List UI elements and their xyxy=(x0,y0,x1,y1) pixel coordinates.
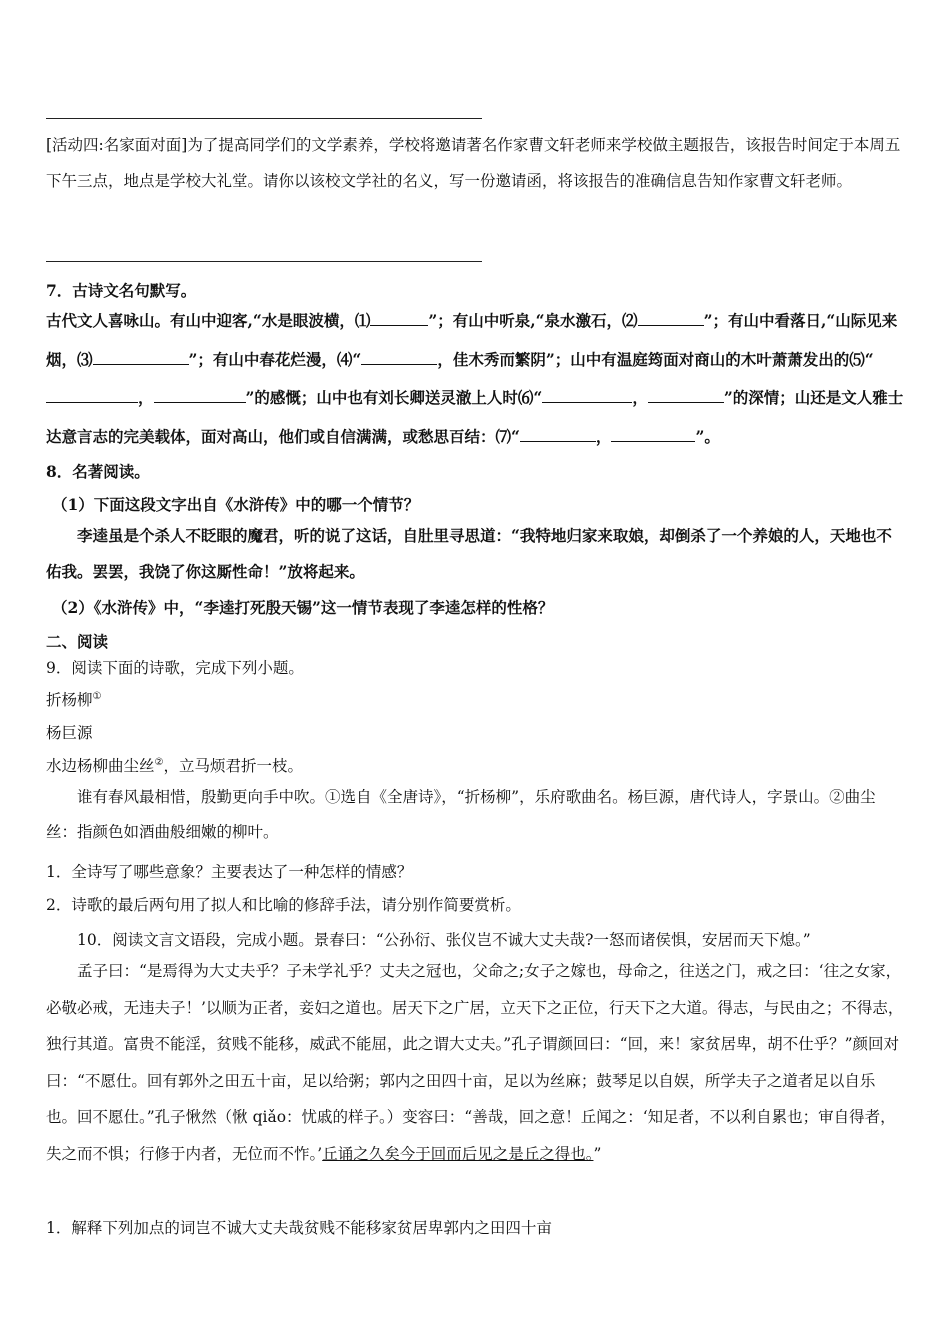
q7-text-3: ”；有山中看落日,“山际见来烟，⑶ xyxy=(46,311,898,369)
q10-passage-underlined: 丘诵之久矣今于回而后见之是丘之得也。 xyxy=(322,1144,594,1163)
q7-blank-6b[interactable] xyxy=(648,388,724,403)
poem-line-1a: 水边杨柳曲尘丝 xyxy=(46,757,155,775)
q7-text-8: ， xyxy=(632,388,648,407)
q7-blank-5b[interactable] xyxy=(154,388,246,403)
poem-title-text: 折杨柳 xyxy=(46,691,93,709)
poem-line-1 xyxy=(46,754,303,776)
q9-question-1: 1．全诗写了哪些意象？主要表达了一种怎样的情感？ xyxy=(46,863,413,881)
poem-line-1b: ，立马烦君折一枝。 xyxy=(163,757,303,775)
q8-sub1: （1）下面这段文字出自《水浒传》中的哪一个情节？ xyxy=(52,495,420,514)
q7-text-5: ，佳木秀而繁阴”；山中有温庭筠面对商山的木叶萧萧发出的⑸“ xyxy=(437,349,874,369)
q7-text-2: ”；有山中听泉,“泉水激石，⑵ xyxy=(428,311,638,330)
poem-title xyxy=(46,688,101,710)
q7-text-11: ”。 xyxy=(695,426,720,446)
q10-intro: 10．阅读文言文语段，完成小题。景春曰：“公孙衍、张仪岂不诚大丈夫哉?一怒而诸侯惧，安居而天下熄。” xyxy=(77,931,811,949)
activity4-paragraph xyxy=(46,127,906,199)
q7-blank-1[interactable] xyxy=(370,311,428,326)
q7-text-6: ， xyxy=(138,388,154,407)
q7-blank-5a[interactable] xyxy=(46,388,138,403)
q10-passage-main: 孟子曰：“是焉得为大丈夫乎？子未学礼乎？丈夫之冠也，父命之;女子之嫁也，母命之，往送之门，戒之曰：‘往之女家，必敬必戒，无违夫子！’以顺为正者，妾妇之道也。居天下之广居，立天下之正位，行天下之大道。得志，与民由之；不得志，独行其道。富贵不能淫，贫贱不能移，威武不能屈，此之谓大丈夫。”孔子谓颜回曰：“回，来！家贫居卑，胡不仕乎？”颜回对曰：“不愿仕。回有郭外之田五十亩，足以给粥；郭内之田四十亩，足以为丝麻；鼓琴足以自娱，所学夫子之道者足以自乐也。回不愿仕。”孔子愀然（愀 qiǎo：忧戚的样子。）变容曰：“善哉，回之意！丘闻之：‘知足者，不以利自累也；审自得者，失之而不惧；行修于内者，无位而不怍。’ xyxy=(46,962,904,1163)
q10-passage-end: ” xyxy=(593,1144,602,1163)
poem-title-note: ① xyxy=(92,690,102,702)
answer-line-top xyxy=(46,118,482,119)
q7-text-10: ， xyxy=(595,426,612,446)
section2-title: 二、阅读 xyxy=(46,632,109,651)
q10-question-1: 1．解释下列加点的词岂不诚大丈夫哉贫贱不能移家贫居卑郭内之田四十亩 xyxy=(46,1219,552,1237)
q7-title: 7．古诗文名句默写。 xyxy=(46,281,197,300)
activity4-body: 为了提高同学们的文学素养，学校将邀请著名作家曹文轩老师来学校做主题报告，该报告时间定于本周五下午三点，地点是学校大礼堂。请你以该校文学社的名义，写一份邀请函，将该报告的准确信息告知作家曹文轩老师。 xyxy=(46,136,901,190)
q7-blank-4[interactable] xyxy=(361,350,437,365)
q7-text-7: ”的感慨；山中也有刘长卿送灵澈上人时⑹“ xyxy=(245,388,543,407)
q9-question-2: 2．诗歌的最后两句用了拟人和比喻的修辞手法，请分别作简要赏析。 xyxy=(46,896,521,914)
poem-line-1-note: ② xyxy=(154,756,164,768)
q7-paragraph xyxy=(46,302,906,456)
q9-intro: 9．阅读下面的诗歌，完成下列小题。 xyxy=(46,659,304,677)
q7-text-4: ”；有山中春花烂漫，⑷“ xyxy=(188,349,362,369)
q10-passage xyxy=(46,953,906,1172)
q7-text-9: ”的深情；山还是文人雅士达意言志的完美载体，面对高山，他们或自信满满，或愁思百结：⑺“ xyxy=(46,388,904,446)
q7-text-1: 古代文人喜咏山。有山中迎客,“水是眼波横，⑴ xyxy=(46,311,371,330)
activity4-heading: [活动四:名家面对面] xyxy=(46,136,188,154)
q7-blank-3[interactable] xyxy=(93,350,189,365)
q7-blank-2[interactable] xyxy=(638,311,704,326)
poem-author: 杨巨源 xyxy=(46,724,93,742)
q7-blank-7b[interactable] xyxy=(611,427,695,442)
poem-line-2-and-notes: 谁有春风最相惜，殷勤更向手中吹。①选自《全唐诗》，“折杨柳”，乐府歌曲名。杨巨源，唐代诗人，字景山。②曲尘丝：指颜色如酒曲般细嫩的柳叶。 xyxy=(46,788,876,841)
q8-sub2: （2）《水浒传》中，“李逵打死殷天锡”这一情节表现了李逵怎样的性格？ xyxy=(52,598,554,617)
q7-blank-7a[interactable] xyxy=(520,427,596,442)
q7-blank-6a[interactable] xyxy=(542,388,632,403)
q8-quote: 李逵虽是个杀人不眨眼的魔君，听的说了这话，自肚里寻思道：“我特地归家来取娘，却倒杀了一个养娘的人，天地也不佑我。罢罢，我饶了你这厮性命！”放将起来。 xyxy=(46,526,892,581)
q8-title: 8．名著阅读。 xyxy=(46,462,150,481)
answer-line-activity4 xyxy=(46,261,482,262)
